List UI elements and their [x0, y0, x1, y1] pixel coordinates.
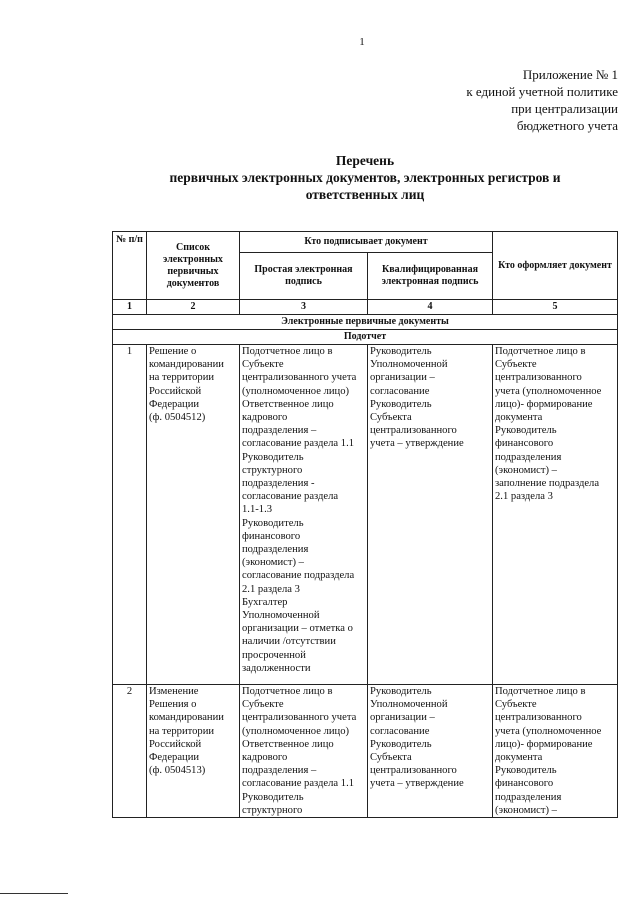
cell-line: Ответственное лицо	[242, 738, 334, 750]
cell-line: учета (уполномоченное	[495, 725, 602, 737]
title-line: Перечень	[335, 153, 395, 168]
cell-line: согласование подраздела	[242, 570, 355, 582]
cell-line: учета – утверждение	[370, 778, 464, 790]
cell-line: на территории	[149, 725, 215, 737]
header-who-forms: Кто оформляет документ	[493, 232, 618, 300]
appendix-line: при централизации	[511, 101, 618, 116]
document-preparers	[493, 345, 618, 685]
cell-line: Руководитель	[242, 451, 304, 463]
col-number: 3	[240, 300, 368, 315]
cell-line: учета (уполномоченное	[495, 385, 602, 397]
cell-line: Руководитель	[242, 791, 304, 803]
header-simple-signature: Простая электронная подпись	[240, 253, 368, 300]
cell-line: Подотчетное лицо в	[495, 686, 586, 697]
cell-line: подразделения	[242, 544, 309, 556]
cell-line: Федерации	[149, 398, 200, 410]
qualified-signature-signers	[368, 685, 493, 818]
cell-line: Субъекта	[370, 752, 412, 764]
cell-line: заполнение подраздела	[495, 478, 600, 490]
cell-line: подразделения –	[242, 425, 317, 437]
cell-line: Федерации	[149, 752, 200, 764]
cell-line: Уполномоченной	[242, 610, 320, 622]
document-preparers	[493, 685, 618, 818]
cell-line: централизованного	[370, 425, 457, 437]
cell-line: Субъекте	[495, 699, 537, 711]
cell-line: (уполномоченное лицо)	[242, 725, 350, 737]
header-who-signs: Кто подписывает документ	[240, 232, 493, 253]
table-row	[113, 685, 618, 818]
cell-line: подразделения	[495, 791, 562, 803]
col-number: 4	[368, 300, 493, 315]
cell-line: Решения о	[149, 699, 197, 711]
appendix-line: бюджетного учета	[516, 118, 618, 133]
cell-line: Руководитель	[495, 765, 557, 777]
row-number: 2	[113, 685, 147, 818]
cell-line: Руководитель	[370, 346, 432, 357]
cell-line: Субъекта	[370, 412, 412, 424]
cell-line: лицо)- формирование	[495, 398, 593, 410]
cell-line: (экономист) –	[495, 464, 557, 476]
row-number: 1	[113, 345, 147, 685]
cell-line: Российской	[149, 385, 202, 397]
cell-line: подразделения	[495, 451, 562, 463]
cell-line: централизованного	[495, 372, 582, 384]
cell-line: Субъекте	[495, 359, 537, 371]
cell-line: Изменение	[149, 686, 199, 697]
cell-line: просроченной	[242, 649, 306, 661]
cell-line: Уполномоченной	[370, 699, 448, 711]
cell-line: командировании	[149, 712, 224, 724]
simple-signature-signers	[240, 685, 368, 818]
cell-line: (ф. 0504513)	[149, 765, 206, 777]
column-numbers-row	[113, 300, 618, 315]
cell-line: 2.1 раздела 3	[242, 583, 300, 595]
cell-line: учета – утверждение	[370, 438, 464, 450]
cell-line: согласование раздела	[242, 491, 339, 503]
cell-line: структурного	[242, 464, 303, 476]
cell-line: документа	[495, 412, 543, 424]
cell-line: финансового	[495, 778, 554, 790]
cell-line: документа	[495, 752, 543, 764]
col-number: 2	[147, 300, 240, 315]
cell-line: Руководитель	[242, 517, 304, 529]
cell-line: Руководитель	[370, 398, 432, 410]
cell-line: организации –	[370, 712, 435, 724]
qualified-signature-signers	[368, 345, 493, 685]
cell-line: наличии /отсутствии	[242, 636, 336, 648]
cell-line: централизованного	[370, 765, 457, 777]
simple-signature-signers	[240, 345, 368, 685]
appendix-line: к единой учетной политике	[466, 84, 618, 99]
col-number: 1	[113, 300, 147, 315]
cell-line: согласование	[370, 385, 430, 397]
cell-line: (ф. 0504512)	[149, 412, 206, 424]
cell-line: подразделения –	[242, 765, 317, 777]
cell-line: согласование	[370, 725, 430, 737]
header-doc-list: Список электронных первичных документов	[147, 232, 240, 300]
page-number: 1	[359, 36, 365, 48]
cell-line: финансового	[242, 530, 301, 542]
documents-table	[112, 231, 618, 818]
cell-line: организации –	[370, 372, 435, 384]
cell-line: согласование раздела 1.1	[242, 778, 355, 790]
cell-line: организации – отметка о	[242, 623, 353, 635]
cell-line: согласование раздела 1.1	[242, 438, 355, 450]
cell-line: Решение о	[149, 346, 197, 357]
cell-line: подразделения -	[242, 478, 315, 490]
cell-line: на территории	[149, 372, 215, 384]
cell-line: (уполномоченное лицо)	[242, 385, 350, 397]
cell-line: Субъекте	[242, 359, 284, 371]
title-line: ответственных лиц	[305, 187, 425, 202]
cell-line: (экономист) –	[242, 557, 304, 569]
cell-line: Руководитель	[370, 738, 432, 750]
cell-line: Подотчетное лицо в	[495, 346, 586, 357]
col-number: 5	[493, 300, 618, 315]
cell-line: Подотчетное лицо в	[242, 346, 333, 357]
cell-line: централизованного учета	[242, 712, 357, 724]
section-heading: Электронные первичные документы	[113, 315, 618, 330]
footnote-divider	[0, 893, 68, 894]
appendix-heading	[466, 66, 618, 134]
cell-line: Уполномоченной	[370, 359, 448, 371]
cell-line: централизованного	[495, 712, 582, 724]
cell-line: Российской	[149, 738, 202, 750]
title-line: первичных электронных документов, электронных регистров и	[169, 170, 561, 185]
cell-line: задолженности	[242, 662, 311, 674]
table-row	[113, 345, 618, 685]
appendix-line: Приложение № 1	[522, 67, 618, 82]
cell-line: лицо)- формирование	[495, 738, 593, 750]
cell-line: 1.1-1.3	[242, 504, 273, 516]
cell-line: Подотчетное лицо в	[242, 686, 333, 697]
cell-line: кадрового	[242, 412, 288, 424]
cell-line: 2.1 раздела 3	[495, 491, 553, 503]
header-qualified-signature: Квалифицированная электронная подпись	[368, 253, 493, 300]
cell-line: Бухгалтер	[242, 596, 288, 608]
cell-line: Ответственное лицо	[242, 398, 334, 410]
cell-line: структурного	[242, 804, 303, 816]
cell-line: (экономист) –	[495, 804, 557, 816]
cell-line: командировании	[149, 359, 224, 371]
cell-line: Руководитель	[370, 686, 432, 697]
document-title	[90, 152, 640, 203]
document-name	[147, 685, 240, 818]
cell-line: Субъекте	[242, 699, 284, 711]
cell-line: Руководитель	[495, 425, 557, 437]
subsection-heading: Подотчет	[113, 330, 618, 345]
cell-line: кадрового	[242, 752, 288, 764]
document-name	[147, 345, 240, 685]
cell-line: финансового	[495, 438, 554, 450]
cell-line: централизованного учета	[242, 372, 357, 384]
header-num: № п/п	[113, 232, 147, 300]
